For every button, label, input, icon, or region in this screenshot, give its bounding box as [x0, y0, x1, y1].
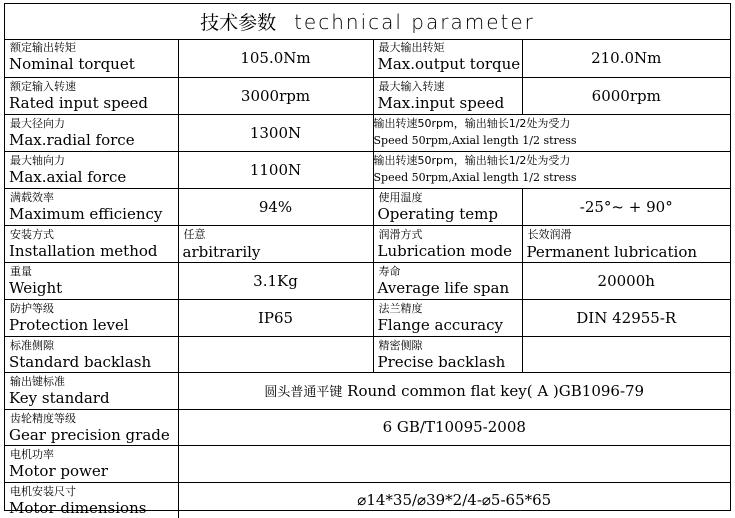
- label-en: Gear precision grade: [9, 425, 170, 444]
- label-cell: [5, 482, 178, 518]
- value-cell: -25°~ + 90°: [522, 188, 730, 225]
- label-cell: [5, 77, 178, 114]
- label-cn: 额定输入转速: [10, 79, 76, 93]
- label-en: Maximum efficiency: [9, 204, 163, 223]
- table-row: [5, 225, 730, 262]
- value-cell: [522, 225, 730, 262]
- label-en: Operating temp: [377, 204, 498, 223]
- value-cell: IP65: [178, 299, 373, 336]
- value-cell: 1100N: [178, 151, 373, 188]
- label-cell: [5, 299, 178, 336]
- label-en: Max.input speed: [377, 93, 505, 112]
- label-en: Max.output torque: [377, 55, 521, 73]
- label-en: Rated input speed: [9, 93, 149, 112]
- label-cn: 电机功率: [10, 447, 54, 461]
- label-en: Average life span: [377, 278, 510, 297]
- label-cn: 额定输出转矩: [10, 41, 76, 54]
- label-en: Precise backlash: [377, 352, 506, 371]
- label-cell: [5, 372, 178, 409]
- label-cell: [373, 77, 522, 114]
- label-cell: [5, 336, 178, 372]
- wide-value-cell: 6 GB/T10095-2008: [178, 409, 730, 445]
- label-cn: 输出键标准: [10, 374, 65, 388]
- label-en: Motor dimensions: [9, 498, 147, 517]
- value-cell: 210.0Nm: [522, 39, 730, 77]
- label-cn: 润滑方式: [378, 227, 423, 241]
- value-cell: 3000rpm: [178, 77, 373, 114]
- label-en: Standard backlash: [9, 352, 152, 371]
- value-cell: DIN 42955-R: [522, 299, 730, 336]
- value-cell: 6000rpm: [522, 77, 730, 114]
- label-cell: [5, 114, 178, 151]
- title-en: technical parameter: [294, 9, 535, 34]
- label-cn: 最大输入转速: [378, 79, 445, 93]
- value-cn: 任意: [183, 227, 206, 241]
- table-row: [5, 77, 730, 114]
- value-cell: [522, 336, 730, 372]
- value-en: Permanent lubrication: [526, 242, 698, 261]
- label-cell: [5, 225, 178, 262]
- label-cell: [373, 188, 522, 225]
- label-en: Protection level: [9, 315, 129, 334]
- label-en: Max.radial force: [9, 130, 135, 149]
- value-cell: 3.1Kg: [178, 262, 373, 299]
- label-cell: [5, 151, 178, 188]
- value-cell: [178, 336, 373, 372]
- table-row: [5, 114, 730, 151]
- note-cn: 输出转速50rpm，输出轴长1/2处为受力: [373, 116, 571, 130]
- table-row: [5, 299, 730, 336]
- label-cell: [5, 188, 178, 225]
- label-cn: 标准侧隙: [10, 338, 54, 352]
- label-cn: 精密侧隙: [378, 338, 423, 352]
- label-cn: 最大轴向力: [10, 153, 65, 167]
- label-cell: [373, 262, 522, 299]
- table-row: [5, 336, 730, 372]
- label-en: Flange accuracy: [377, 315, 503, 334]
- value-cell: 94%: [178, 188, 373, 225]
- label-cell: [373, 336, 522, 372]
- value-cell: 105.0Nm: [178, 39, 373, 77]
- label-cell: [5, 445, 178, 482]
- wide-value-cell: [178, 372, 730, 409]
- note-en: Speed 50rpm,Axial length 1/2 stress: [373, 133, 577, 147]
- label-cn: 最大输出转矩: [378, 41, 445, 54]
- label-cn: 重量: [10, 264, 32, 278]
- page-title: [5, 4, 730, 40]
- note-en: Speed 50rpm,Axial length 1/2 stress: [373, 170, 577, 184]
- table-row: [5, 445, 730, 482]
- value-en: Round common flat key( A )GB1096-79: [342, 382, 645, 400]
- label-en: Lubrication mode: [377, 241, 513, 260]
- table-row: [5, 409, 730, 445]
- wide-value-cell: [178, 445, 730, 482]
- wide-value-cell: ⌀14*35/⌀39*2/4-⌀5-65*65: [178, 482, 730, 518]
- note-cn: 输出转速50rpm，输出轴长1/2处为受力: [373, 153, 571, 167]
- label-cell: [373, 39, 522, 77]
- label-cn: 寿命: [378, 264, 401, 278]
- value-cn: 圆头普通平键: [264, 385, 343, 400]
- label-cn: 电机安装尺寸: [10, 484, 76, 498]
- label-cell: [373, 299, 522, 336]
- value-cn: 长效润滑: [527, 227, 572, 241]
- label-cn: 安装方式: [10, 227, 54, 241]
- label-cn: 法兰精度: [378, 301, 423, 315]
- table-row: [5, 262, 730, 299]
- parameter-table: [5, 39, 730, 518]
- label-cn: 使用温度: [378, 190, 423, 204]
- label-cn: 满载效率: [10, 190, 54, 204]
- label-cn: 防护等级: [10, 301, 54, 315]
- label-en: Installation method: [9, 241, 158, 260]
- label-en: Motor power: [9, 461, 108, 480]
- label-cn: 最大径向力: [10, 116, 65, 130]
- label-en: Max.axial force: [9, 167, 127, 186]
- label-cell: [373, 225, 522, 262]
- table-row: [5, 482, 730, 518]
- table-row: [5, 188, 730, 225]
- spec-sheet: [4, 3, 731, 517]
- label-en: Key standard: [9, 388, 110, 407]
- label-cell: [5, 409, 178, 445]
- value-cell: [178, 225, 373, 262]
- label-cell: [5, 39, 178, 77]
- label-en: Weight: [9, 278, 63, 297]
- table-row: [5, 372, 730, 409]
- title-zh: 技术参数: [200, 12, 277, 34]
- value-en: arbitrarily: [182, 242, 261, 261]
- label-en: Nominal torquet: [9, 55, 135, 73]
- note-cell: [373, 114, 730, 151]
- label-cn: 齿轮精度等级: [10, 411, 76, 425]
- value-cell: 1300N: [178, 114, 373, 151]
- value-cell: 20000h: [522, 262, 730, 299]
- note-cell: [373, 151, 730, 188]
- table-row: [5, 39, 730, 77]
- label-cell: [5, 262, 178, 299]
- table-row: [5, 151, 730, 188]
